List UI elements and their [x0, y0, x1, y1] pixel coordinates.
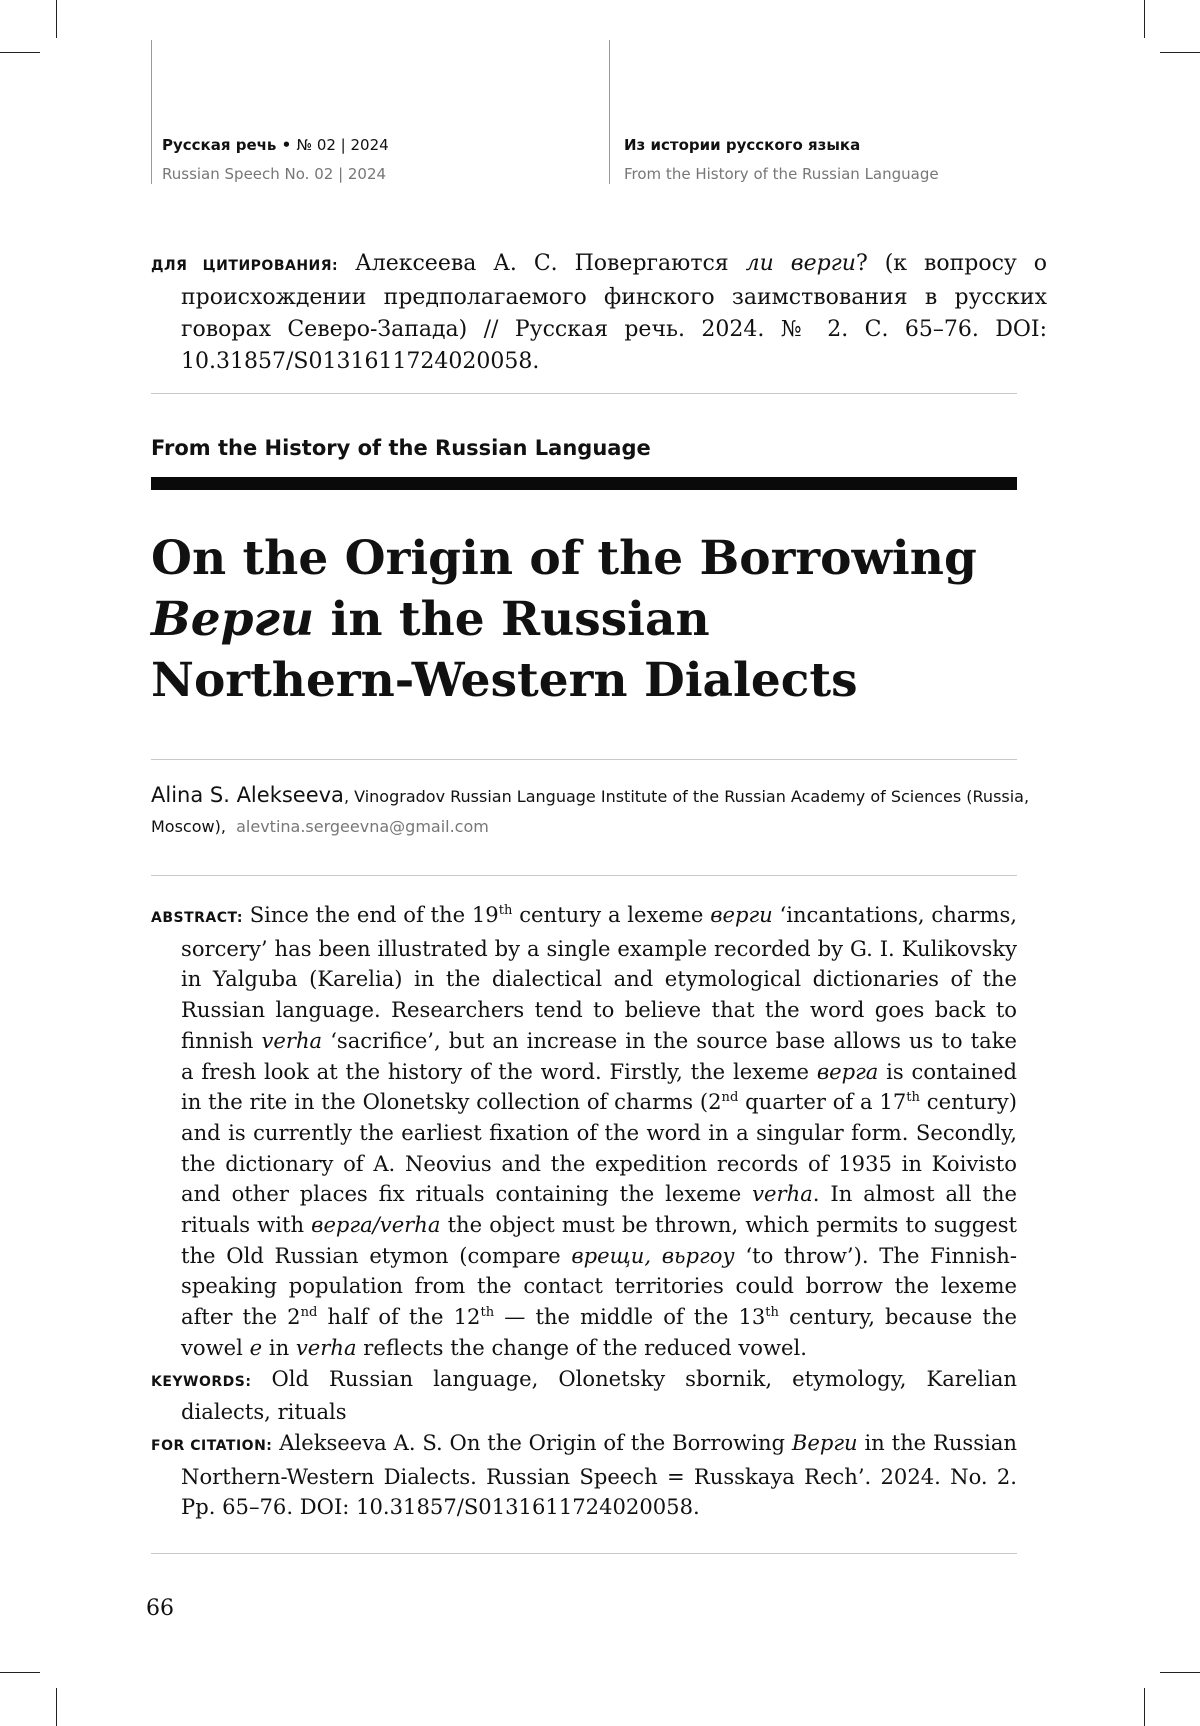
journal-header: Русская речь • № 02 | 2024 Russian Speech No. 02 | 2024: [162, 136, 389, 183]
citation-ru-authors: Алексеева А. С. Повергаются: [355, 251, 729, 276]
author-affiliation: Vinogradov Russian Language Institute of the Russian Academy of Sciences (Russia, Moscow),: [151, 787, 1030, 836]
author-email[interactable]: alevtina.sergeevna@gmail.com: [236, 817, 489, 836]
rubric-en: From the History of the Russian Language: [624, 165, 939, 183]
abstract-label: ABSTRACT:: [151, 910, 243, 926]
journal-name-en: Russian Speech No. 02 | 2024: [162, 165, 387, 183]
title-italic-word: Верги: [151, 592, 315, 647]
crop-mark: [1160, 52, 1200, 53]
citation-en-label: FOR CITATION:: [151, 1437, 273, 1454]
crop-mark: [0, 52, 40, 53]
author-block: Alina S. Alekseeva, Vinogradov Russian Language Institute of the Russian Academy of Sciences (Russia, Moscow), alevtina.sergeevna@gmail.com: [151, 783, 1030, 836]
issue-ru: № 02 | 2024: [296, 136, 389, 154]
author-name: Alina S. Alekseeva: [151, 783, 344, 807]
citation-ru-label: ДЛЯ ЦИТИРОВАНИЯ:: [151, 258, 339, 274]
title-line-1: On the Origin of the Borrowing: [151, 531, 977, 586]
citation-en: FOR CITATION: Alekseeva A. S. On the Origin of the Borrowing Верги in the Russian Northern-Western Dialects. Russian Speech = Russkaya Rech’. 2024. No. 2. Pp. 65–76. DOI: 10.31857/S0131611724020058.: [151, 1429, 1017, 1520]
article-title: [151, 528, 1051, 711]
crop-mark: [56, 1688, 57, 1726]
keywords: [151, 1364, 1017, 1428]
crop-mark: [1144, 0, 1145, 38]
title-line-3: Northern-Western Dialects: [151, 653, 858, 708]
rubric-ru: Из истории русского языка: [624, 136, 861, 154]
divider: [151, 875, 1017, 876]
crop-mark: [56, 0, 57, 38]
header-divider: [609, 40, 610, 184]
crop-mark: [1144, 1688, 1145, 1726]
crop-mark: [0, 1672, 40, 1673]
keywords-text: Old Russian language, Olonetsky sbornik, etymology, Karelian dialects, rituals: [181, 1365, 1017, 1425]
citation-ru: [151, 248, 1047, 378]
citation-ru-word: верги: [790, 251, 856, 276]
abstract-section: [151, 900, 1017, 1523]
citation-ru-rest: ? (к вопросу о происхождении предполагаемого финского заимствования в русских говорах Северо-Запада) // Русская речь. 2024. № 2. С. 65–76. DOI: 10.31857/S0131611724020058.: [181, 251, 1048, 374]
section-bar: [151, 477, 1017, 490]
page-number: 66: [146, 1596, 174, 1621]
title-line-2: in the Russian: [330, 592, 710, 647]
keywords-label: KEYWORDS:: [151, 1373, 252, 1390]
divider: [151, 393, 1017, 394]
section-title: From the History of the Russian Language: [151, 436, 651, 460]
citation-ru-li: ли: [745, 251, 774, 276]
abstract: ABSTRACT: Since the end of the 19th century a lexeme верги ‘incantations, charms, sorcery’ has been illustrated by a single example recorded by G. I. Kulikovsky in Yalguba (Karelia) in the dialectical and etymological dictionaries of the Russian language. Researchers tend to believe that the word goes back to finnish verha ‘sacrifice’, but an increase in the source base allows us to take a fresh look at the history of the word. Firstly, the lexeme верга is contained in the rite in the Olonetsky collection of charms (2nd quarter of a 17th century) and is currently the earliest fixation of the word in a singular form. Secondly, the dictionary of A. Neovius and the expedition records of 1935 in Koivisto and other places fix rituals containing the lexeme verha. In almost all the rituals with верга/verha the object must be thrown, which permits to suggest the Old Russian etymon (compare врещи, вьргоу ‘to throw’). The Finnish-speaking population from the contact territories could borrow the lexeme after the 2nd half of the 12th — the middle of the 13th century, because the vowel e in verha reflects the change of the reduced vowel.: [151, 902, 1017, 1360]
journal-name-ru: Русская речь: [162, 136, 277, 154]
divider: [151, 759, 1017, 760]
rubric-header: [624, 136, 939, 183]
header-divider: [151, 40, 152, 184]
divider: [151, 1553, 1017, 1554]
crop-mark: [1160, 1672, 1200, 1673]
